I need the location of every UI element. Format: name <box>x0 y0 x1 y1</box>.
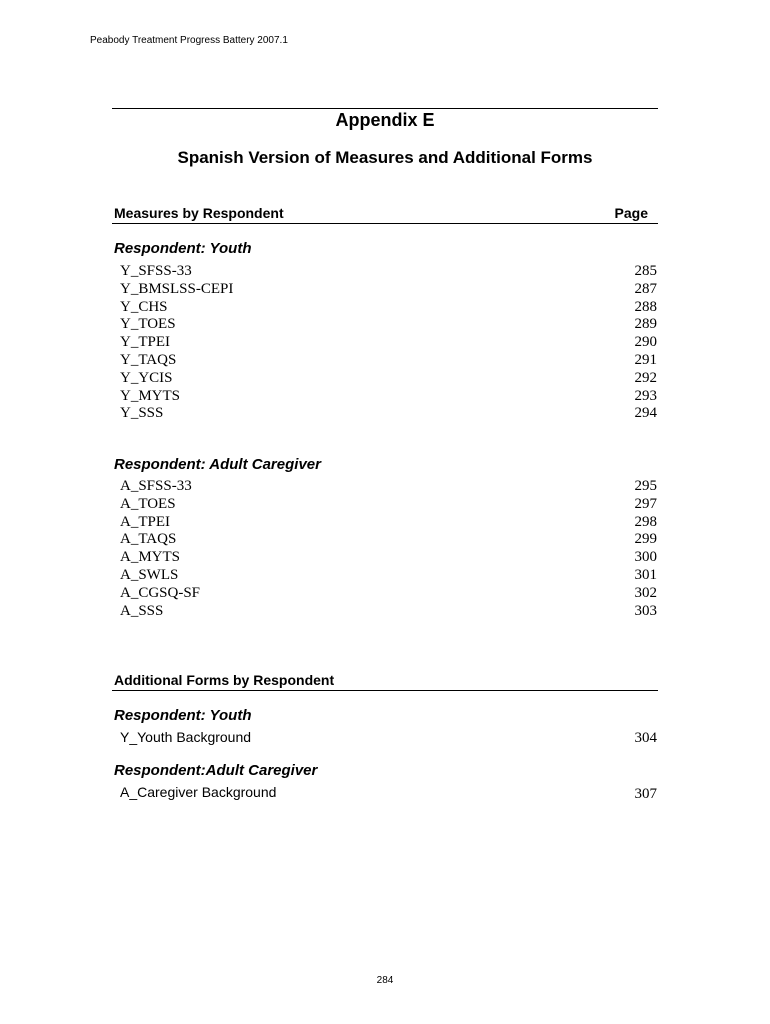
list-item: A_CGSQ-SF 302 <box>120 584 657 601</box>
adult-measures-list <box>120 478 658 620</box>
additional-forms-section-heading <box>114 672 658 688</box>
list-item: Y_TAQS 291 <box>120 351 657 368</box>
measures-section-heading <box>114 205 658 221</box>
list-item: A_TPEI 298 <box>120 513 657 530</box>
additional-forms-heading-label: Additional Forms by Respondent <box>114 672 335 688</box>
list-item: Y_CHS 288 <box>120 298 657 315</box>
running-header: Peabody Treatment Progress Battery 2007.1 <box>90 35 288 46</box>
list-item: Y_YCIS 292 <box>120 369 657 386</box>
page-number: 284 <box>376 975 394 986</box>
list-item: Y_TPEI 290 <box>120 334 657 351</box>
form-page: 304 <box>634 730 657 746</box>
list-item: A_SWLS 301 <box>120 566 657 583</box>
page-column-heading: Page <box>614 205 648 221</box>
appendix-subtitle: Spanish Version of Measures and Additional Forms <box>177 148 593 167</box>
list-item: Y_SFSS-33 285 <box>120 263 657 279</box>
list-item: A_MYTS 300 <box>120 549 657 566</box>
list-item: A_SFSS-33 295 <box>120 478 657 494</box>
list-item: Y_BMSLSS-CEPI 287 <box>120 280 657 297</box>
measures-heading-rule <box>112 223 658 224</box>
top-divider <box>112 108 658 109</box>
list-item: Y_SSS 294 <box>120 405 657 422</box>
list-item: Y_MYTS 293 <box>120 387 657 404</box>
additional-respondent-adult-heading: Respondent:Adult Caregiver <box>114 762 318 779</box>
list-item: A_TOES 297 <box>120 495 657 512</box>
list-item <box>120 784 658 804</box>
form-name: A_Caregiver Background <box>120 784 277 800</box>
list-item: A_SSS 303 <box>120 602 657 619</box>
appendix-title: Appendix E <box>335 110 435 130</box>
measures-heading-label: Measures by Respondent <box>114 205 284 221</box>
list-item <box>120 729 658 749</box>
respondent-youth-heading: Respondent: Youth <box>114 240 252 257</box>
respondent-adult-caregiver-heading: Respondent: Adult Caregiver <box>114 456 321 473</box>
additional-heading-rule <box>112 690 658 691</box>
list-item: Y_TOES 289 <box>120 316 657 333</box>
form-name: Y_Youth Background <box>120 729 252 745</box>
youth-measures-list <box>120 263 658 423</box>
form-page: 307 <box>634 786 657 802</box>
list-item: A_TAQS 299 <box>120 531 657 548</box>
additional-respondent-youth-heading: Respondent: Youth <box>114 707 252 724</box>
